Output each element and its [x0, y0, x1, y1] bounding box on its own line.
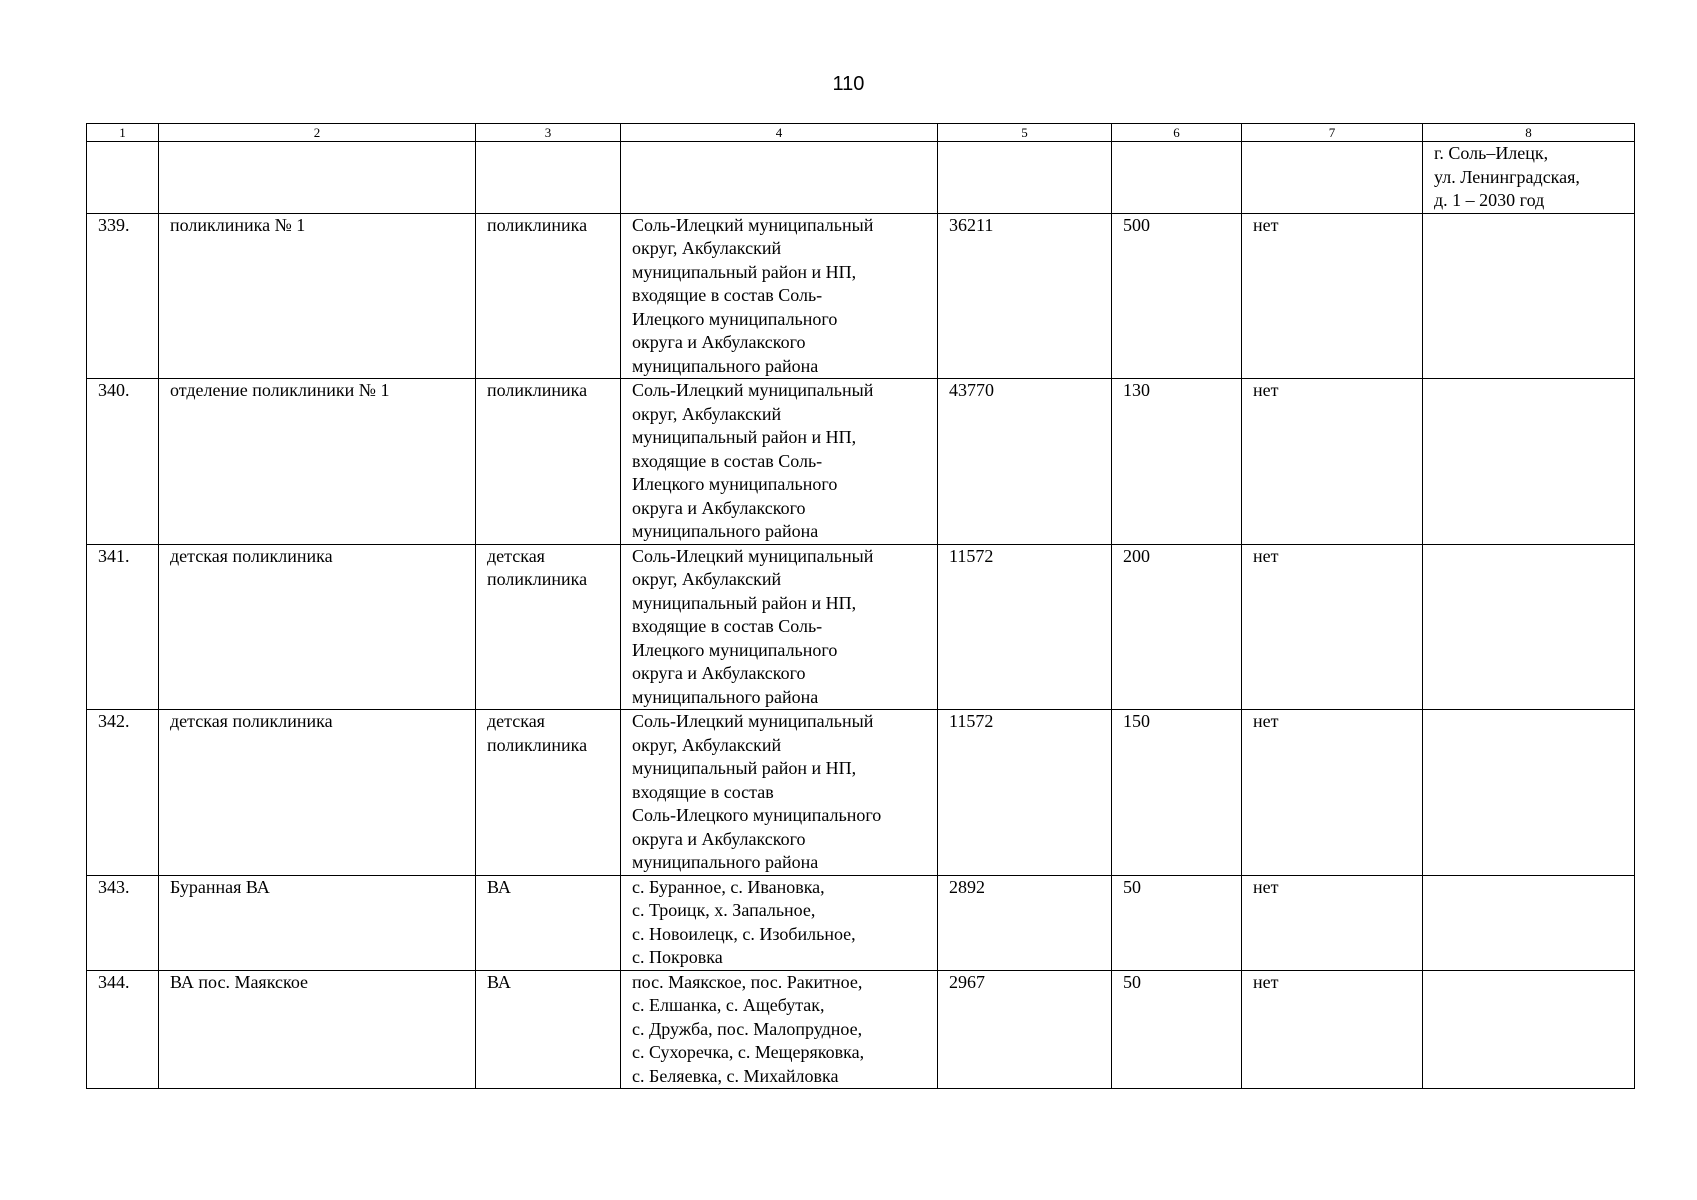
continuation-row — [87, 142, 1635, 214]
cell-row-number: 343. — [87, 875, 159, 970]
cell-capacity: 130 — [1112, 379, 1242, 545]
cell-empty — [476, 142, 621, 214]
cell-service-area: Соль-Илецкий муниципальный округ, Акбулакский муниципальный район и НП, входящие в состав Соль- Илецкого муниципального округа и Акбулакского муниципального района — [621, 379, 938, 545]
cell-col8 — [1423, 379, 1635, 545]
cell-capacity: 150 — [1112, 710, 1242, 876]
cell-service-area: Соль-Илецкий муниципальный округ, Акбулакский муниципальный район и НП, входящие в состав Соль-Илецкого муниципального округа и Акбулакского муниципального района — [621, 710, 938, 876]
table-row — [87, 875, 1635, 970]
table-row — [87, 970, 1635, 1089]
cell-facility-name: детская поликлиника — [159, 544, 476, 710]
cell-col8 — [1423, 544, 1635, 710]
cell-capacity: 50 — [1112, 875, 1242, 970]
cell-empty — [159, 142, 476, 214]
cell-facility-name: поликлиника № 1 — [159, 213, 476, 379]
cell-empty — [1112, 142, 1242, 214]
cell-facility-type: поликлиника — [476, 379, 621, 545]
cell-service-area: с. Буранное, с. Ивановка, с. Троицк, х. Запальное, с. Новоилецк, с. Изобильное, с. Покровка — [621, 875, 938, 970]
cell-row-number: 342. — [87, 710, 159, 876]
cell-empty — [1242, 142, 1423, 214]
table-row — [87, 710, 1635, 876]
column-header: 8 — [1423, 124, 1635, 142]
cell-row-number: 344. — [87, 970, 159, 1089]
cell-facility-type: детская поликлиника — [476, 544, 621, 710]
cell-col8 — [1423, 213, 1635, 379]
column-header: 2 — [159, 124, 476, 142]
cell-empty — [621, 142, 938, 214]
cell-facility-type: детская поликлиника — [476, 710, 621, 876]
column-header: 7 — [1242, 124, 1423, 142]
cell-row-number: 339. — [87, 213, 159, 379]
cell-population: 11572 — [938, 544, 1112, 710]
cell-col7: нет — [1242, 875, 1423, 970]
page-number: 110 — [832, 73, 865, 95]
column-header: 4 — [621, 124, 938, 142]
facilities-table — [86, 123, 1635, 1089]
cell-facility-type: ВА — [476, 970, 621, 1089]
cell-col7: нет — [1242, 213, 1423, 379]
cell-capacity: 500 — [1112, 213, 1242, 379]
cell-empty — [938, 142, 1112, 214]
cell-col7: нет — [1242, 970, 1423, 1089]
cell-empty — [87, 142, 159, 214]
cell-facility-name: ВА пос. Маякское — [159, 970, 476, 1089]
cell-service-area: Соль-Илецкий муниципальный округ, Акбулакский муниципальный район и НП, входящие в состав Соль- Илецкого муниципального округа и Акбулакского муниципального района — [621, 213, 938, 379]
table-row — [87, 213, 1635, 379]
column-header: 5 — [938, 124, 1112, 142]
cell-service-area: Соль-Илецкий муниципальный округ, Акбулакский муниципальный район и НП, входящие в состав Соль- Илецкого муниципального округа и Акбулакского муниципального района — [621, 544, 938, 710]
cell-capacity: 200 — [1112, 544, 1242, 710]
table-row — [87, 379, 1635, 545]
cell-col8 — [1423, 710, 1635, 876]
cell-population: 2892 — [938, 875, 1112, 970]
cell-facility-name: Буранная ВА — [159, 875, 476, 970]
cell-facility-name: отделение поликлиники № 1 — [159, 379, 476, 545]
cell-col8 — [1423, 970, 1635, 1089]
cell-population: 2967 — [938, 970, 1112, 1089]
cell-population: 43770 — [938, 379, 1112, 545]
column-header: 1 — [87, 124, 159, 142]
cell-address: г. Соль–Илецк, ул. Ленинградская, д. 1 – 2030 год — [1423, 142, 1635, 214]
cell-service-area: пос. Маякское, пос. Ракитное, с. Елшанка, с. Ащебутак, с. Дружба, пос. Малопрудное, с. Сухоречка, с. Мещеряковка, с. Беляевка, с. Михайловка — [621, 970, 938, 1089]
column-header: 6 — [1112, 124, 1242, 142]
cell-col7: нет — [1242, 710, 1423, 876]
cell-col7: нет — [1242, 544, 1423, 710]
cell-population: 11572 — [938, 710, 1112, 876]
cell-row-number: 341. — [87, 544, 159, 710]
cell-col7: нет — [1242, 379, 1423, 545]
cell-facility-type: ВА — [476, 875, 621, 970]
cell-col8 — [1423, 875, 1635, 970]
cell-facility-name: детская поликлиника — [159, 710, 476, 876]
cell-facility-type: поликлиника — [476, 213, 621, 379]
column-number-row — [87, 124, 1635, 142]
cell-row-number: 340. — [87, 379, 159, 545]
cell-capacity: 50 — [1112, 970, 1242, 1089]
table-row — [87, 544, 1635, 710]
column-header: 3 — [476, 124, 621, 142]
cell-population: 36211 — [938, 213, 1112, 379]
